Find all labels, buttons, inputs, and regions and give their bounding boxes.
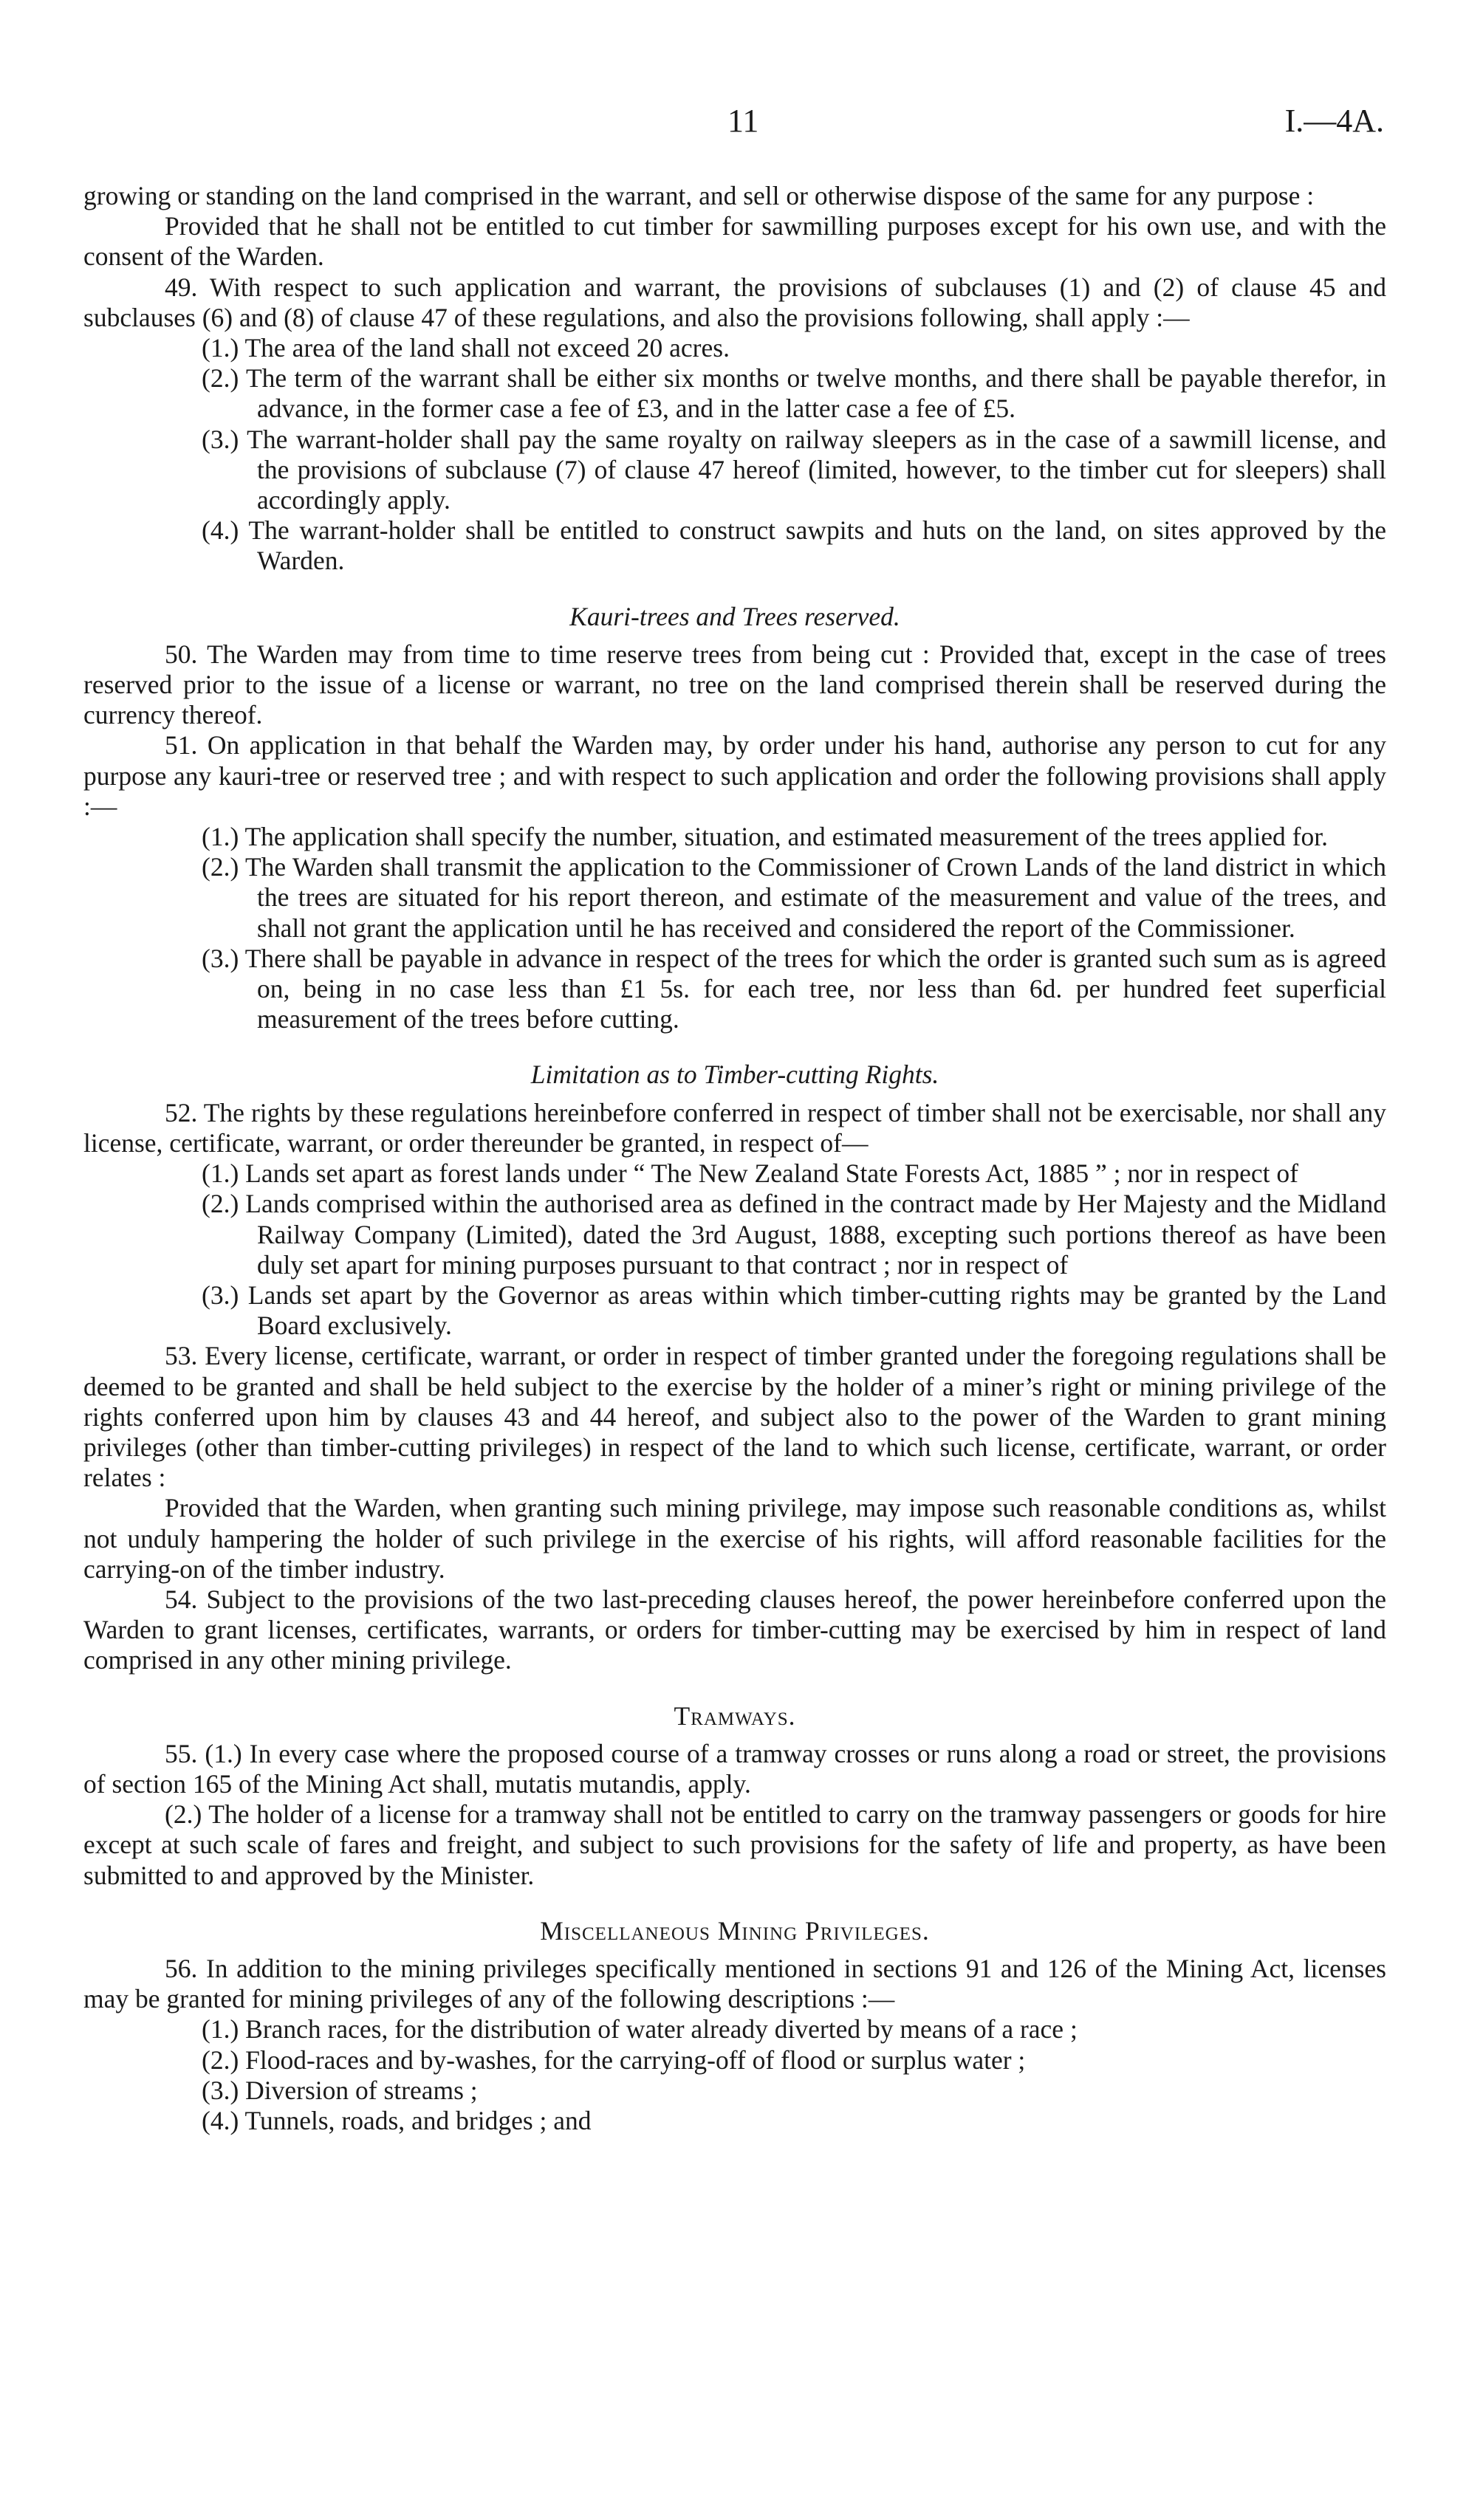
subclause: (2.) Lands comprised within the authorised area as defined in the contract made by Her Majesty and the Midland Railway Company (Limited), dated the 3rd August, 1888, excepting such portions thereof as have been duly set apart for mining purposes pursuant to that contract ; nor in respect of	[202, 1189, 1386, 1280]
subclause: (2.) The term of the warrant shall be either six months or twelve months, and there shall be payable therefor, in advance, in the former case a fee of £3, and in the latter case a fee of £5.	[202, 363, 1386, 424]
subclause: (3.) Lands set apart by the Governor as areas within which timber-cutting rights may be granted by the Land Board exclusively.	[202, 1280, 1386, 1341]
paragraph-proviso: Provided that he shall not be entitled to cut timber for sawmilling purposes except for his own use, and with the consent of the Warden.	[83, 211, 1386, 272]
clause-56: 56. In addition to the mining privileges specifically mentioned in sections 91 and 126 of the Mining Act, licenses may be granted for mining privileges of any of the following descriptions :—	[83, 1953, 1386, 2014]
clause-55: 55. (1.) In every case where the proposed course of a tramway crosses or runs along a road or street, the provisions of section 165 of the Mining Act shall, mutatis mutandis, apply.	[83, 1738, 1386, 1799]
paragraph-continuation: growing or standing on the land comprised in the warrant, and sell or otherwise dispose of the same for any purpose :	[83, 181, 1315, 210]
subclause: (3.) The warrant-holder shall pay the same royalty on railway sleepers as in the case of a sawmill license, and the provisions of subclause (7) of clause 47 hereof (limited, however, to the timber cut for sleepers) shall accordingly apply.	[202, 424, 1386, 515]
clause-54: 54. Subject to the provisions of the two last-preceding clauses hereof, the power hereinbefore conferred upon the Warden to grant licenses, certificates, warrants, or orders for timber-cutting may be exercised by him in respect of land comprised in any other mining privilege.	[83, 1584, 1386, 1675]
subclause: (1.) The application shall specify the number, situation, and estimated measurement of the trees applied for.	[202, 822, 1328, 852]
subclause: (2.) Flood-races and by-washes, for the carrying-off of flood or surplus water ;	[202, 2045, 1026, 2075]
clause-52: 52. The rights by these regulations hereinbefore conferred in respect of timber shall not be exercisable, nor shall any license, certificate, warrant, or order thereunder be granted, in respect of—	[83, 1097, 1386, 1158]
subclause: (3.) There shall be payable in advance in respect of the trees for which the order is granted such sum as is agreed on, being in no case less than £1 5s. for each tree, nor less than 6d. per hundred feet superficial measurement of the trees before cutting.	[202, 943, 1386, 1034]
page-header	[0, 102, 1483, 146]
subclause: (1.) Branch races, for the distribution of water already diverted by means of a race ;	[202, 2014, 1078, 2045]
clause-49: 49. With respect to such application and warrant, the provisions of subclauses (1) and (2) of clause 45 and subclauses (6) and (8) of clause 47 of these regulations, and also the provisions following, shall apply :—	[83, 272, 1386, 332]
subclause: (4.) The warrant-holder shall be entitled to construct sawpits and huts on the land, on sites approved by the Warden.	[202, 515, 1386, 576]
subclause: (1.) The area of the land shall not exceed 20 acres.	[202, 333, 730, 363]
paragraph-proviso: Provided that the Warden, when granting such mining privilege, may impose such reasonable conditions as, whilst not unduly hampering the holder of such privilege in the exercise of his rights, will afford reasonable facilities for the carrying-on of the timber industry.	[83, 1493, 1386, 1584]
section-heading: Kauri-trees and Trees reserved.	[569, 601, 900, 631]
document-body	[83, 181, 1386, 2136]
clause-55-2: (2.) The holder of a license for a tramway shall not be entitled to carry on the tramway passengers or goods for hire except at such scale of fares and freight, and subject to such provisions for the safety of life and property, as have been submitted to and approved by the Minister.	[83, 1799, 1386, 1890]
document-reference: I.—4A.	[1284, 103, 1384, 139]
section-heading: Tramways.	[674, 1700, 796, 1731]
clause-51: 51. On application in that behalf the Warden may, by order under his hand, authorise any person to cut for any purpose any kauri-tree or reserved tree ; and with respect to such application and order the following provisions shall apply :—	[83, 730, 1386, 821]
clause-53: 53. Every license, certificate, warrant, or order in respect of timber granted under the foregoing regulations shall be deemed to be granted and shall be held subject to the exercise by the holder of a miner’s right or mining privilege of the rights conferred upon him by clauses 43 and 44 hereof, and subject also to the power of the Warden to grant mining privileges (other than timber-cutting privileges) in respect of the land to which such license, certificate, warrant, or order relates :	[83, 1341, 1386, 1493]
page-number: 11	[727, 103, 759, 139]
section-heading: Limitation as to Timber-cutting Rights.	[530, 1060, 939, 1090]
clause-50: 50. The Warden may from time to time reserve trees from being cut : Provided that, except in the case of trees reserved prior to the issue of a license or warrant, no tree on the land comprised therein shall be reserved during the currency thereof.	[83, 639, 1386, 730]
subclause: (1.) Lands set apart as forest lands under “ The New Zealand State Forests Act, 1885 ” ; nor in respect of	[202, 1158, 1298, 1189]
subclause: (4.) Tunnels, roads, and bridges ; and	[202, 2105, 592, 2135]
subclause: (2.) The Warden shall transmit the application to the Commissioner of Crown Lands of the land district in which the trees are situated for his report thereon, and estimate of the measurement and value of the trees, and shall not grant the application until he has received and considered the report of the Commissioner.	[202, 852, 1386, 943]
section-heading: Miscellaneous Mining Privileges.	[540, 1915, 930, 1946]
subclause: (3.) Diversion of streams ;	[202, 2075, 478, 2105]
